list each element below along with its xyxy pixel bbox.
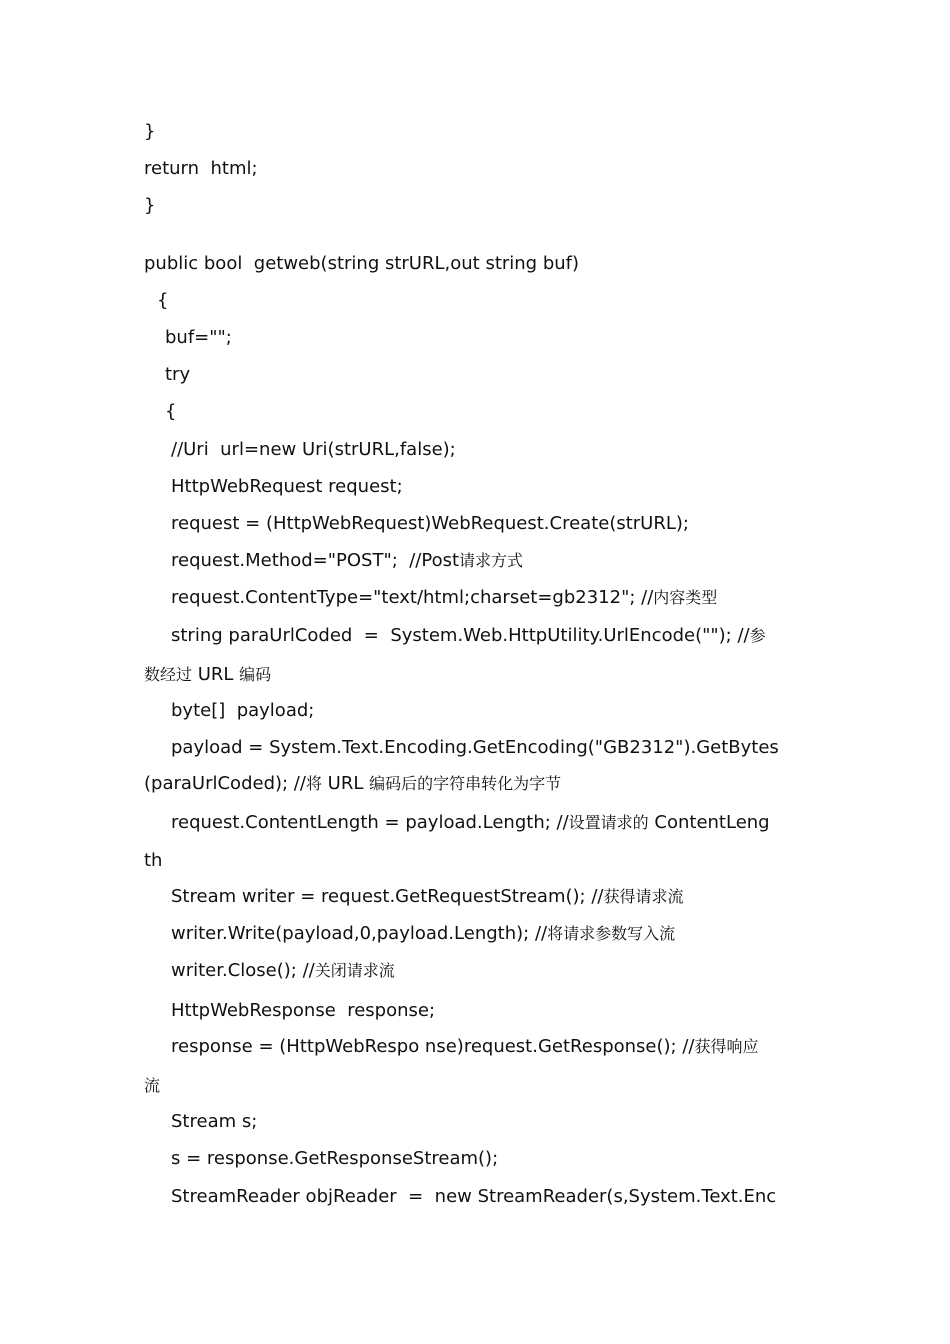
code-comment: 将请求参数写入流 bbox=[547, 924, 676, 943]
code-line: Stream writer = request.GetRequestStream(); //获得请求流 bbox=[171, 886, 684, 907]
code-comment: 关闭请求流 bbox=[314, 961, 395, 980]
code-comment: 流 bbox=[144, 1076, 161, 1095]
code-line: StreamReader objReader = new StreamReader(s,System.Text.Enc bbox=[171, 1186, 777, 1207]
code-line: s = response.GetResponseStream(); bbox=[171, 1148, 499, 1169]
code-line: { bbox=[157, 290, 169, 311]
code-line: byte[] payload; bbox=[171, 700, 315, 721]
code-line: string paraUrlCoded = System.Web.HttpUtility.UrlEncode(""); //参 bbox=[171, 625, 766, 646]
code-line: writer.Write(payload,0,payload.Length); //将请求参数写入流 bbox=[171, 923, 676, 944]
code-line: payload = System.Text.Encoding.GetEncoding("GB2312").GetBytes bbox=[171, 737, 779, 758]
code-line-wrap: (paraUrlCoded); //将 URL 编码后的字符串转化为字节 bbox=[144, 773, 562, 794]
code-line: buf=""; bbox=[165, 327, 232, 348]
code-line: } bbox=[144, 121, 156, 142]
code-comment: 获得响应 bbox=[694, 1037, 759, 1056]
code-line: request.ContentType="text/html;charset=gb2312"; //内容类型 bbox=[171, 587, 718, 608]
code-line: try bbox=[165, 364, 191, 385]
code-comment: 获得请求流 bbox=[603, 887, 684, 906]
code-comment: 内容类型 bbox=[653, 588, 718, 607]
code-line: HttpWebRequest request; bbox=[171, 476, 403, 497]
code-line-wrap bbox=[144, 1075, 160, 1097]
code-line: Stream s; bbox=[171, 1111, 258, 1132]
code-line-wrap: th bbox=[144, 850, 163, 871]
code-line: //Uri url=new Uri(strURL,false); bbox=[171, 439, 456, 460]
code-line: HttpWebResponse response; bbox=[171, 1000, 436, 1021]
code-line: } bbox=[144, 195, 156, 216]
code-line: { bbox=[165, 401, 177, 422]
code-line: request = (HttpWebRequest)WebRequest.Create(strURL); bbox=[171, 513, 689, 534]
code-line: response = (HttpWebRespo nse)request.GetResponse(); //获得响应 bbox=[171, 1036, 759, 1057]
code-comment: 参 bbox=[749, 626, 766, 645]
code-line: public bool getweb(string strURL,out string buf) bbox=[144, 253, 580, 274]
code-line-wrap: 数经过 URL 编码 bbox=[144, 664, 272, 685]
code-line: return html; bbox=[144, 158, 258, 179]
code-comment: 将 bbox=[305, 774, 322, 793]
code-comment: 设置请求的 bbox=[568, 813, 649, 832]
code-comment: 数经过 bbox=[144, 665, 193, 684]
code-line: request.ContentLength = payload.Length; //设置请求的 ContentLeng bbox=[171, 812, 770, 833]
code-comment: 请求方式 bbox=[459, 551, 524, 570]
code-comment: 编码 bbox=[239, 665, 272, 684]
code-line: request.Method="POST"; //Post请求方式 bbox=[171, 550, 524, 571]
code-line: writer.Close(); //关闭请求流 bbox=[171, 960, 395, 981]
code-comment: 编码后的字符串转化为字节 bbox=[369, 774, 562, 793]
